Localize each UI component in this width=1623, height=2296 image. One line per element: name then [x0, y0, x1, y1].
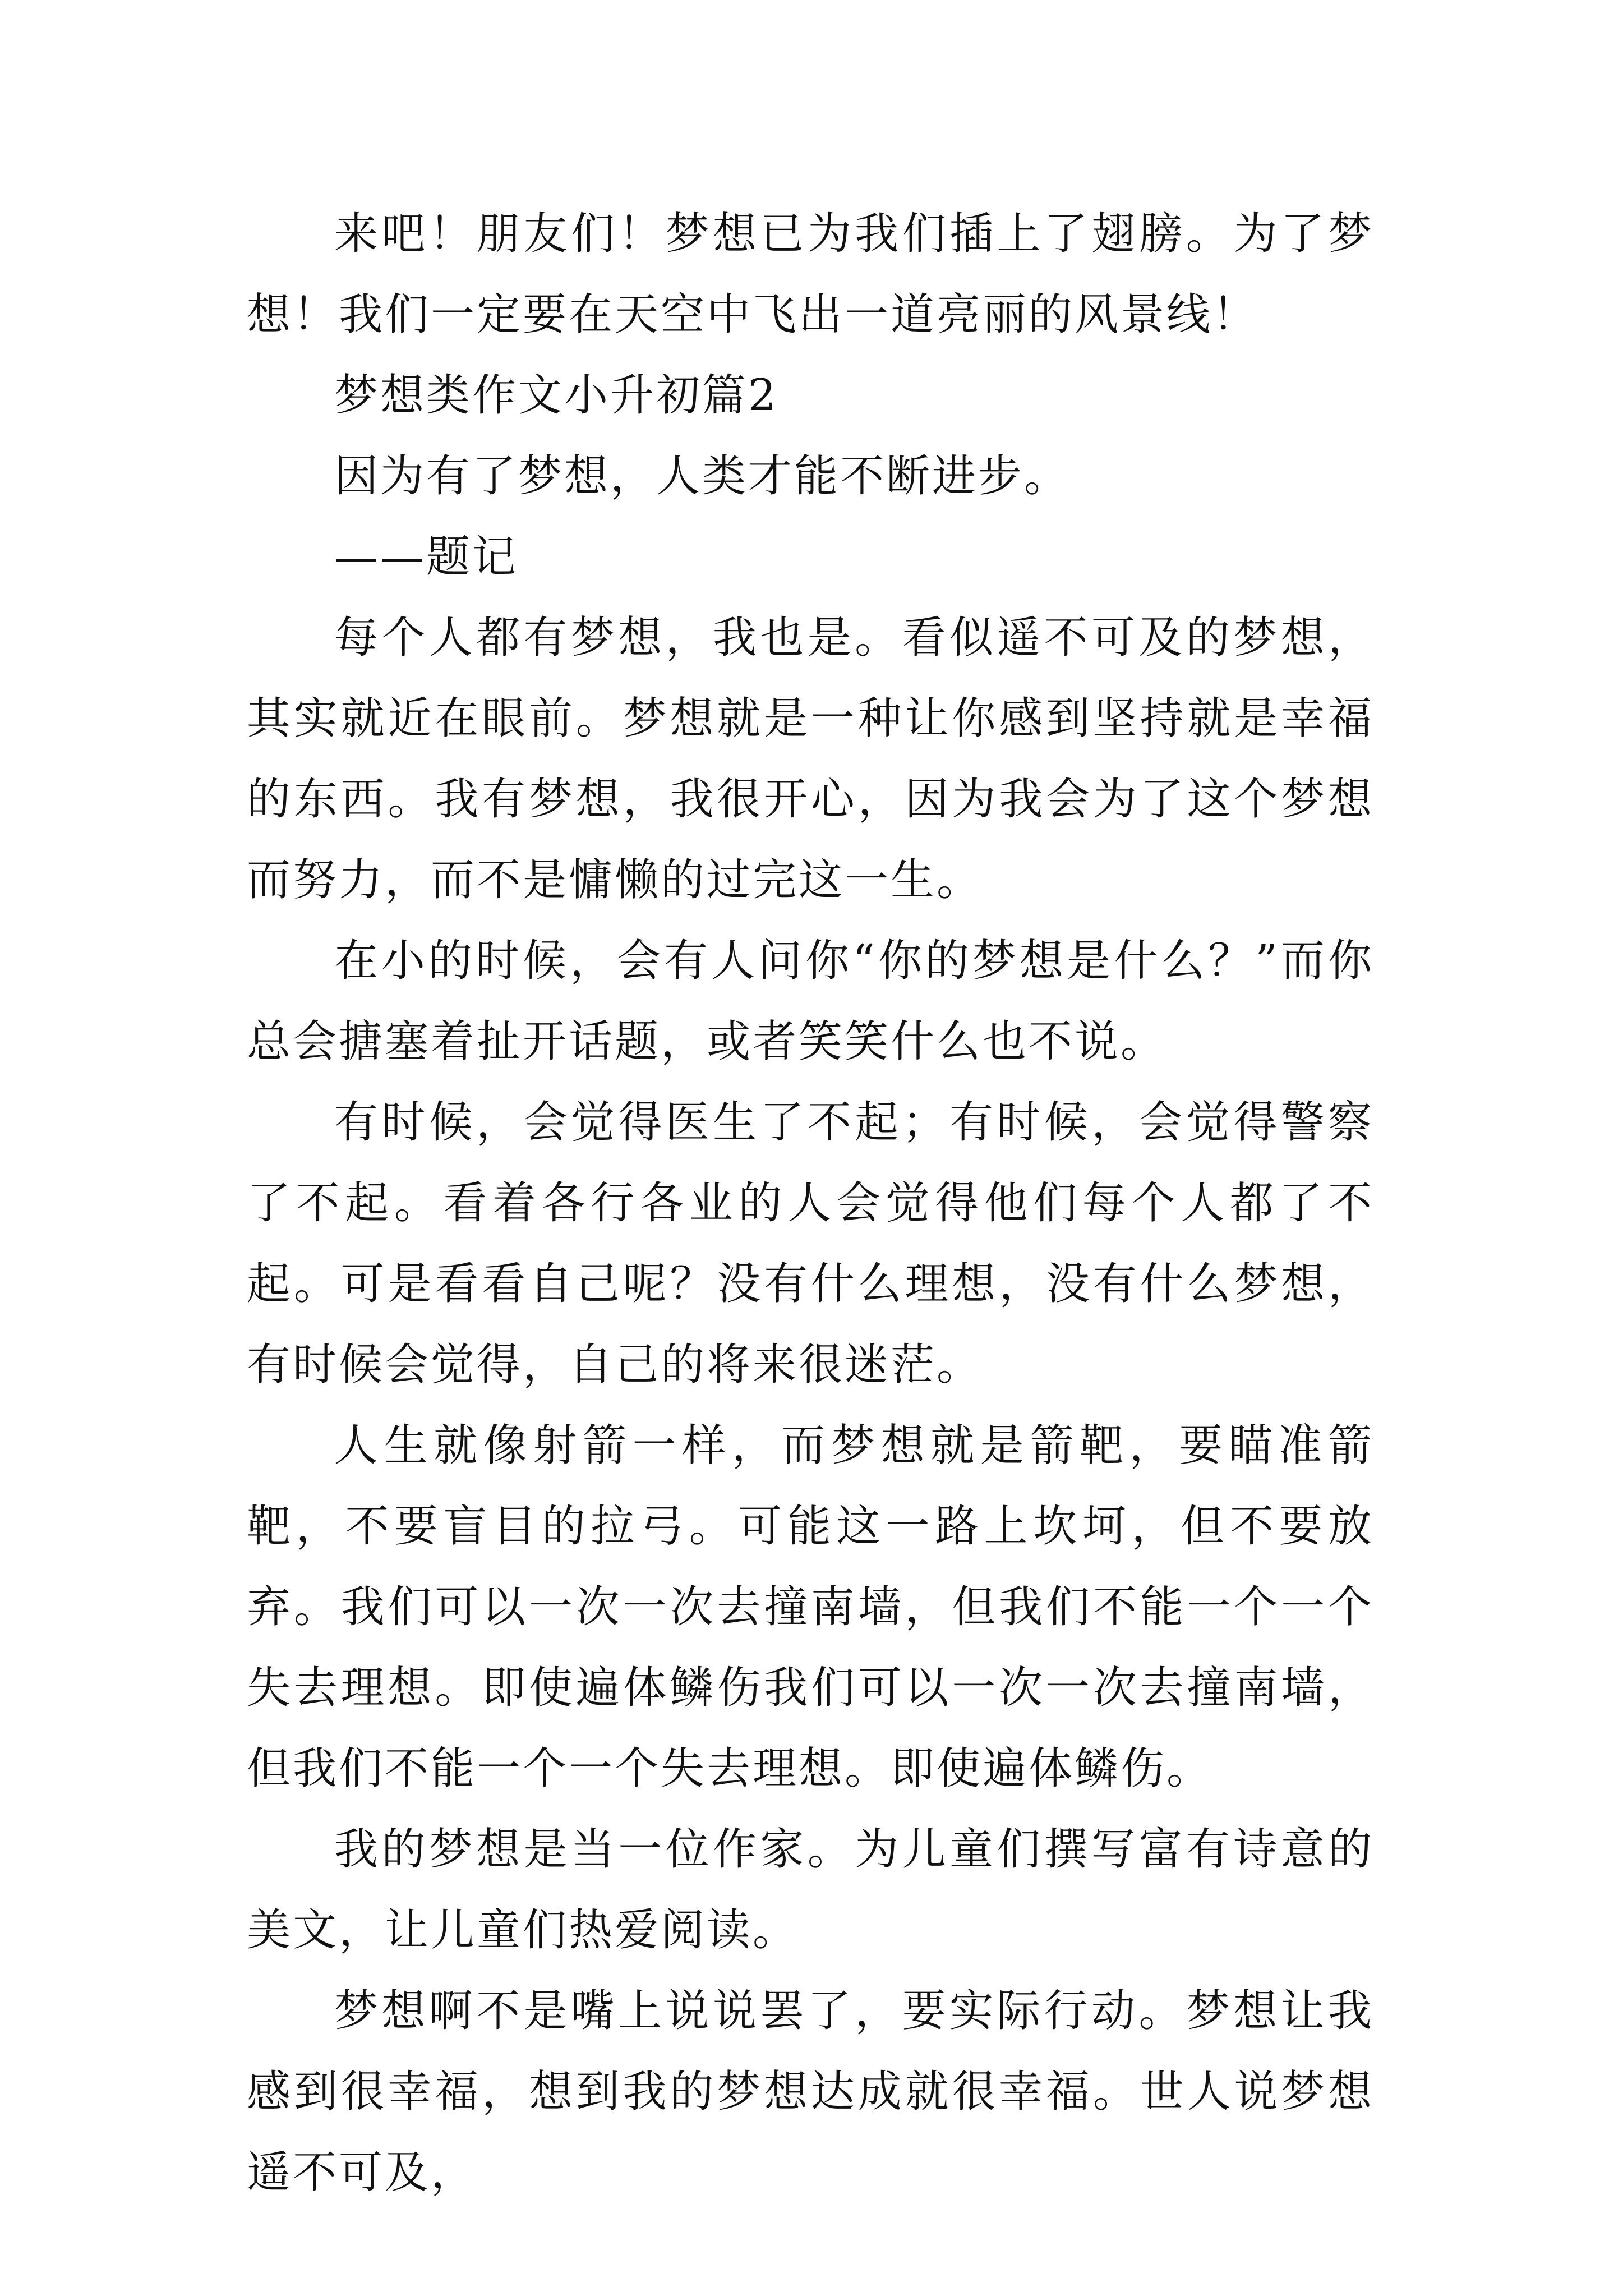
essay-title: 梦想类作文小升初篇2 — [334, 370, 778, 421]
paragraph-closing-call: 来吧！朋友们！梦想已为我们插上了翅膀。为了梦想！我们一定要在天空中飞出一道亮丽的风景线！ — [247, 209, 1374, 340]
document-body — [247, 194, 1374, 2213]
epigraph: 因为有了梦想，人类才能不断进步。 — [334, 451, 1071, 501]
paragraph: 梦想啊不是嘴上说说罢了，要实际行动。梦想让我感到很幸福，想到我的梦想达成就很幸福。世人说梦想遥不可及， — [247, 1986, 1374, 2198]
paragraph: 在小的时候，会有人问你“你的梦想是什么？”而你总会搪塞着扯开话题，或者笑笑什么也不说。 — [247, 936, 1374, 1067]
paragraph: 我的梦想是当一位作家。为儿童们撰写富有诗意的美文，让儿童们热爱阅读。 — [247, 1824, 1374, 1955]
paragraph: 有时候，会觉得医生了不起；有时候，会觉得警察了不起。看着各行各业的人会觉得他们每个人都了不起。可是看看自己呢？没有什么理想，没有什么梦想，有时候会觉得，自己的将来很迷茫。 — [247, 1097, 1374, 1390]
epigraph-attribution: ——题记 — [334, 532, 519, 582]
paragraph: 每个人都有梦想，我也是。看似遥不可及的梦想，其实就近在眼前。梦想就是一种让你感到坚持就是幸福的东西。我有梦想，我很开心，因为我会为了这个梦想而努力，而不是慵懒的过完这一生。 — [247, 613, 1374, 905]
paragraph: 人生就像射箭一样，而梦想就是箭靶，要瞄准箭靶，不要盲目的拉弓。可能这一路上坎坷，但不要放弃。我们可以一次一次去撞南墙，但我们不能一个一个失去理想。即使遍体鳞伤我们可以一次一次去撞南墙，但我们不能一个一个失去理想。即使遍体鳞伤。 — [247, 1420, 1374, 1794]
